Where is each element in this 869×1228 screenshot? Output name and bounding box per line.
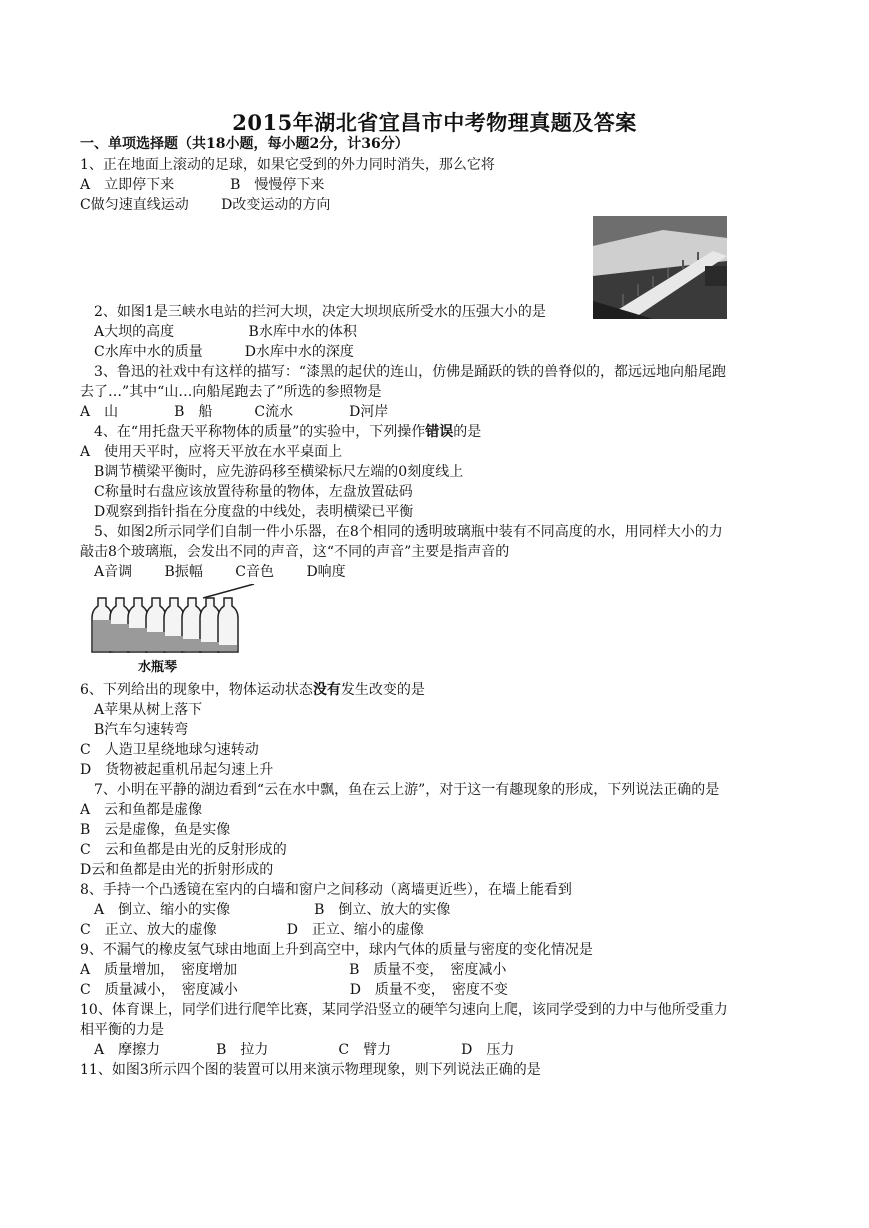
q8-stem: 8、手持一个凸透镜在室内的白墙和窗户之间移动（离墙更近些），在墙上能看到 bbox=[80, 882, 572, 898]
q6-option-c: C 人造卫星绕地球匀速转动 bbox=[80, 742, 259, 758]
q7-option-a: A 云和鱼都是虚像 bbox=[80, 802, 203, 818]
q2-stem: 2、如图1是三峡水电站的拦河大坝，决定大坝坝底所受水的压强大小的是 bbox=[94, 304, 546, 320]
q4-stem-part1: 4、在“用托盘天平称物体的质量”的实验中，下列操作 bbox=[94, 424, 426, 440]
q7-option-b: B 云是虚像，鱼是实像 bbox=[80, 822, 231, 838]
q9-options-ab: A 质量增加， 密度增加 B 质量不变， 密度减小 bbox=[80, 962, 507, 978]
q9-options-cd: C 质量减小， 密度减小 D 质量不变， 密度不变 bbox=[80, 982, 508, 998]
q10-options: A 摩擦力 B 拉力 C 臂力 D 压力 bbox=[94, 1042, 515, 1058]
q4-option-c: C称量时右盘应该放置待称量的物体，左盘放置砝码 bbox=[94, 484, 413, 500]
q4-option-a: A 使用天平时，应将天平放在水平桌面上 bbox=[80, 444, 343, 460]
q7-stem: 7、小明在平静的湖边看到“云在水中飘，鱼在云上游”，对于这一有趣现象的形成，下列说法正确的是 bbox=[94, 782, 720, 798]
figure-caption: 水瓶琴 bbox=[138, 660, 178, 675]
q5-options: A音调 B振幅 C音色 D响度 bbox=[94, 564, 346, 580]
q1-options-ab: A 立即停下来 B 慢慢停下来 bbox=[80, 177, 325, 193]
q2-options-ab: A大坝的高度 B水库中水的体积 bbox=[94, 324, 357, 340]
q3-stem-line1: 3、鲁迅的社戏中有这样的描写：“漆黑的起伏的连山，仿佛是踊跃的铁的兽脊似的，都远远地向船尾跑 bbox=[94, 364, 727, 380]
dam-photo bbox=[593, 216, 727, 319]
q10-stem-line1: 10、体育课上，同学们进行爬竿比赛，某同学沿竖立的硬竿匀速向上爬，该同学受到的力中与他所受重力 bbox=[80, 1002, 728, 1018]
q6-stem-emphasis: 没有 bbox=[312, 682, 341, 698]
q6-stem-part2: 发生改变的是 bbox=[340, 682, 425, 698]
q4-stem bbox=[94, 422, 481, 442]
q3-options: A 山 B 船 C流水 D河岸 bbox=[80, 404, 389, 420]
q9-stem: 9、不漏气的橡皮氢气球由地面上升到高空中，球内气体的质量与密度的变化情况是 bbox=[80, 942, 593, 958]
q5-stem-line2: 敲击8个玻璃瓶，会发出不同的声音，这“不同的声音”主要是指声音的 bbox=[80, 544, 510, 560]
q5-stem-line1: 5、如图2所示同学们自制一件小乐器，在8个相同的透明玻璃瓶中装有不同高度的水，用同样大小的力 bbox=[94, 524, 723, 540]
q1-options-cd: C做匀速直线运动 D改变运动的方向 bbox=[80, 197, 331, 213]
q4-stem-part2: 的是 bbox=[453, 424, 482, 440]
q6-stem bbox=[80, 680, 425, 700]
q6-option-b: B汽车匀速转弯 bbox=[94, 722, 189, 738]
q10-stem-line2: 相平衡的力是 bbox=[80, 1022, 164, 1038]
q7-option-d: D云和鱼都是由光的折射形成的 bbox=[80, 862, 274, 878]
q4-option-b: B调节横梁平衡时，应先游码移至横梁标尺左端的0刻度线上 bbox=[94, 464, 464, 480]
q4-stem-emphasis: 错误 bbox=[425, 424, 454, 440]
section-heading: 一、单项选择题（共18小题，每小题2分，计36分） bbox=[80, 136, 409, 152]
q7-option-c: C 云和鱼都是由光的反射形成的 bbox=[80, 842, 287, 858]
q6-stem-part1: 6、下列给出的现象中，物体运动状态 bbox=[80, 682, 313, 698]
bottle-xylophone-figure bbox=[88, 584, 258, 676]
q6-option-d: D 货物被起重机吊起匀速上升 bbox=[80, 762, 274, 778]
q8-options-cd: C 正立、放大的虚像 D 正立、缩小的虚像 bbox=[80, 922, 424, 938]
q1-stem: 1、正在地面上滚动的足球，如果它受到的外力同时消失，那么它将 bbox=[80, 157, 495, 173]
q6-option-a: A苹果从树上落下 bbox=[94, 702, 203, 718]
q2-options-cd: C水库中水的质量 D水库中水的深度 bbox=[94, 344, 354, 360]
q4-option-d: D观察到指针指在分度盘的中线处，表明横梁已平衡 bbox=[94, 504, 414, 520]
q11-stem: 11、如图3所示四个图的装置可以用来演示物理现象，则下列说法正确的是 bbox=[80, 1062, 541, 1078]
page-title: 2015年湖北省宜昌市中考物理真题及答案 bbox=[232, 110, 637, 135]
q3-stem-line2: 去了…”其中“山…向船尾跑去了”所选的参照物是 bbox=[80, 384, 382, 400]
q8-options-ab: A 倒立、缩小的实像 B 倒立、放大的实像 bbox=[94, 902, 451, 918]
